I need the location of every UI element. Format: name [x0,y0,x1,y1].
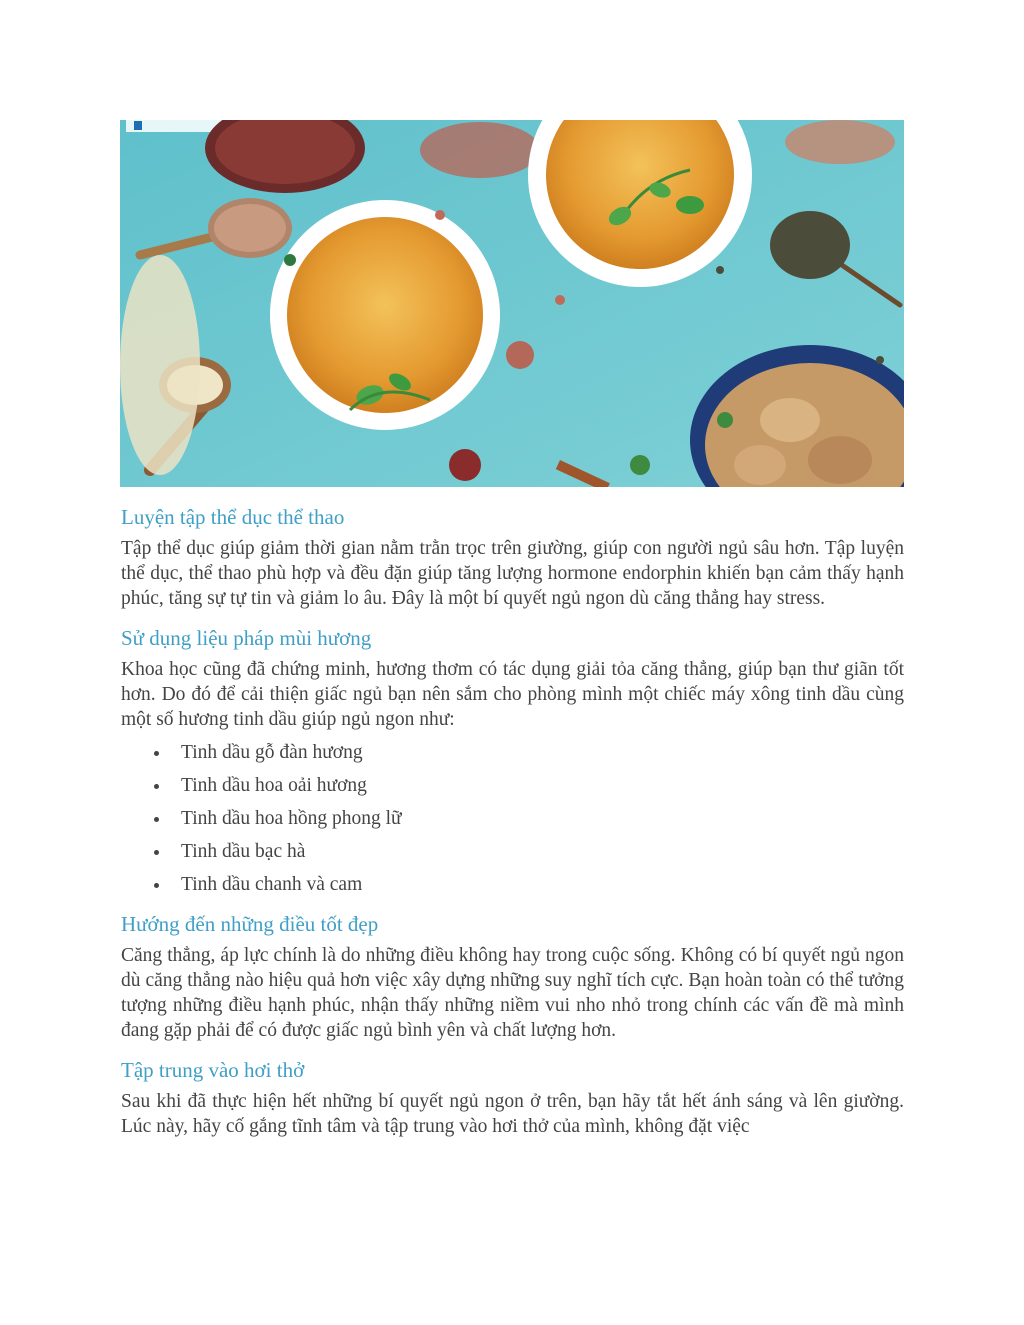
list-item: Tinh dầu bạc hà [181,839,904,864]
section-paragraph-aromatherapy: Khoa học cũng đã chứng minh, hương thơm có tác dụng giải tỏa căng thẳng, giúp bạn thư giãn tốt hơn. Do đó để cải thiện giấc ngủ bạn nên sắm cho phòng mình một chiếc máy xông tinh dầu cùng một số hương tinh dầu giúp ngủ ngon như: [121,659,904,730]
section-heading-breathing: Tập trung vào hơi thở [121,1058,305,1082]
section-heading-aromatherapy: Sử dụng liệu pháp mùi hương [121,626,372,650]
tea-photo [120,120,904,487]
hero-image [120,120,904,487]
bullet-icon [154,883,159,888]
bullet-icon [154,751,159,756]
section-paragraph-breathing: Sau khi đã thực hiện hết những bí quyết ngủ ngon ở trên, bạn hãy tắt hết ánh sáng và lên giường. Lúc này, hãy cố gắng tĩnh tâm và tập trung vào hơi thở của mình, không đặt việc [121,1091,904,1137]
list-item: Tinh dầu chanh và cam [181,872,904,897]
section-heading-exercise: Luyện tập thể dục thể thao [121,505,345,529]
article-body [121,504,904,1153]
bullet-icon [154,850,159,855]
section-paragraph-exercise: Tập thể dục giúp giảm thời gian nằm trằn trọc trên giường, giúp con người ngủ sâu hơn. Tập luyện thể dục, thể thao phù hợp và đều đặn giúp tăng lượng hormone endorphin khiến bạn cảm thấy hạnh phúc, tăng sự tự tin và giảm lo âu. Đây là một bí quyết ngủ ngon dù căng thẳng hay stress. [121,538,904,609]
bullet-icon [154,784,159,789]
list-item: Tinh dầu gỗ đàn hương [181,740,904,765]
list-item: Tinh dầu hoa oải hương [181,773,904,798]
bullet-icon [154,817,159,822]
section-paragraph-positive-thinking: Căng thẳng, áp lực chính là do những điều không hay trong cuộc sống. Không có bí quyết ngủ ngon dù căng thẳng nào hiệu quả hơn việc xây dựng những suy nghĩ tích cực. Bạn hoàn toàn có thể tưởng tượng những điều hạnh phúc, nhận thấy những niềm vui nho nhỏ trong chính các vấn đề mà mình đang gặp phải để có được giấc ngủ bình yên và chất lượng hơn. [121,945,904,1041]
essential-oil-list [121,740,904,897]
list-item: Tinh dầu hoa hồng phong lữ [181,806,904,831]
section-heading-positive-thinking: Hướng đến những điều tốt đẹp [121,912,379,936]
